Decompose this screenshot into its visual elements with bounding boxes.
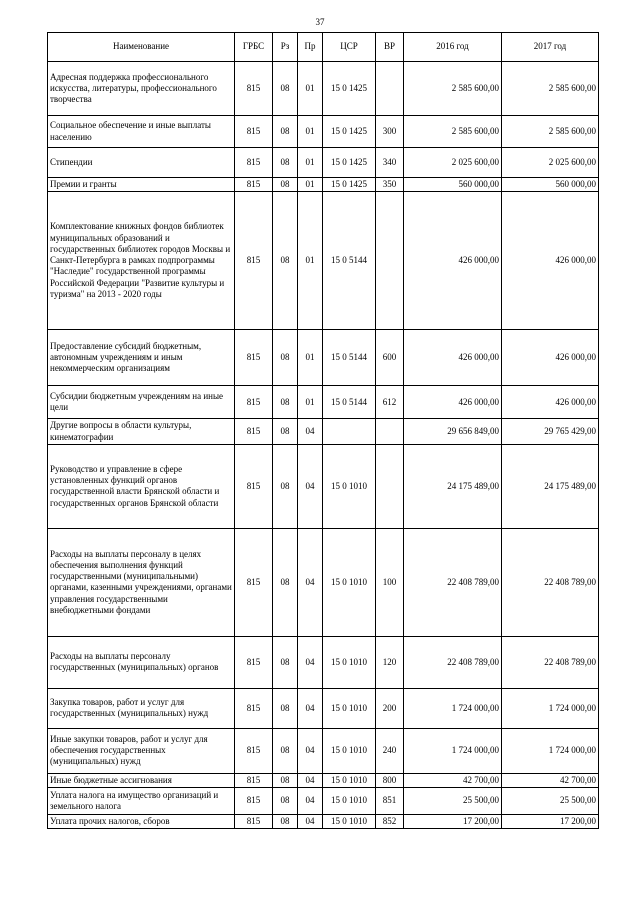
header-2017: 2017 год (502, 33, 599, 62)
row-grbs: 815 (235, 773, 273, 787)
row-2017: 2 025 600,00 (502, 148, 599, 178)
row-rz: 08 (273, 528, 298, 636)
header-2016: 2016 год (404, 33, 502, 62)
row-pr: 01 (298, 330, 323, 386)
row-2016: 42 700,00 (404, 773, 502, 787)
row-rz: 08 (273, 815, 298, 829)
row-2017: 426 000,00 (502, 386, 599, 419)
row-rz: 08 (273, 788, 298, 815)
row-pr: 04 (298, 444, 323, 528)
row-pr: 04 (298, 815, 323, 829)
row-vr: 340 (376, 148, 404, 178)
row-grbs: 815 (235, 815, 273, 829)
row-2016: 22 408 789,00 (404, 636, 502, 688)
header-row (48, 33, 599, 62)
row-2016: 1 724 000,00 (404, 688, 502, 728)
row-pr: 04 (298, 636, 323, 688)
row-rz: 08 (273, 330, 298, 386)
row-csr: 15 0 1010 (323, 444, 376, 528)
row-pr: 04 (298, 688, 323, 728)
row-pr: 01 (298, 62, 323, 116)
row-vr (376, 444, 404, 528)
row-2017: 560 000,00 (502, 178, 599, 192)
row-vr: 240 (376, 728, 404, 773)
row-grbs: 815 (235, 728, 273, 773)
row-csr: 15 0 1425 (323, 116, 376, 148)
table-row (48, 788, 599, 815)
row-name: Адресная поддержка профессионального искусства, литературы, профессионального творчества (48, 62, 235, 116)
row-csr: 15 0 1010 (323, 636, 376, 688)
row-2017: 25 500,00 (502, 788, 599, 815)
row-rz: 08 (273, 773, 298, 787)
row-2016: 24 175 489,00 (404, 444, 502, 528)
table-row (48, 688, 599, 728)
row-vr: 200 (376, 688, 404, 728)
row-2016: 426 000,00 (404, 386, 502, 419)
row-2017: 17 200,00 (502, 815, 599, 829)
row-2017: 22 408 789,00 (502, 636, 599, 688)
table-row (48, 192, 599, 330)
table-row (48, 62, 599, 116)
row-csr: 15 0 1425 (323, 148, 376, 178)
row-pr: 01 (298, 116, 323, 148)
row-2016: 25 500,00 (404, 788, 502, 815)
row-rz: 08 (273, 116, 298, 148)
row-name: Субсидии бюджетным учреждениям на иные цели (48, 386, 235, 419)
table-row (48, 528, 599, 636)
row-grbs: 815 (235, 419, 273, 445)
row-name: Уплата налога на имущество организаций и земельного налога (48, 788, 235, 815)
row-rz: 08 (273, 636, 298, 688)
row-grbs: 815 (235, 636, 273, 688)
row-pr: 04 (298, 528, 323, 636)
table-row (48, 148, 599, 178)
row-2017: 2 585 600,00 (502, 62, 599, 116)
table-row (48, 116, 599, 148)
row-2017: 1 724 000,00 (502, 728, 599, 773)
row-2016: 560 000,00 (404, 178, 502, 192)
row-2017: 2 585 600,00 (502, 116, 599, 148)
row-grbs: 815 (235, 688, 273, 728)
row-2016: 2 585 600,00 (404, 62, 502, 116)
row-2016: 17 200,00 (404, 815, 502, 829)
table-row (48, 636, 599, 688)
row-name: Расходы на выплаты персоналу в целях обеспечения выполнения функций государственными (муниципальными) органами, казенными учреждениями, органами управления государственными внебюджетными фондами (48, 528, 235, 636)
row-csr: 15 0 1010 (323, 815, 376, 829)
table-row (48, 815, 599, 829)
row-2016: 2 585 600,00 (404, 116, 502, 148)
row-name: Иные бюджетные ассигнования (48, 773, 235, 787)
row-rz: 08 (273, 192, 298, 330)
row-grbs: 815 (235, 528, 273, 636)
row-2017: 426 000,00 (502, 192, 599, 330)
row-name: Руководство и управление в сфере установленных функций органов государственной власти Брянской области и государственных органов Брянской области (48, 444, 235, 528)
row-name: Премии и гранты (48, 178, 235, 192)
row-vr: 800 (376, 773, 404, 787)
table-row (48, 444, 599, 528)
row-name: Иные закупки товаров, работ и услуг для обеспечения государственных (муниципальных) нужд (48, 728, 235, 773)
row-grbs: 815 (235, 192, 273, 330)
row-vr: 600 (376, 330, 404, 386)
row-name: Расходы на выплаты персоналу государственных (муниципальных) органов (48, 636, 235, 688)
row-vr: 852 (376, 815, 404, 829)
table-row (48, 178, 599, 192)
row-rz: 08 (273, 728, 298, 773)
row-2017: 1 724 000,00 (502, 688, 599, 728)
row-pr: 01 (298, 192, 323, 330)
row-grbs: 815 (235, 62, 273, 116)
row-grbs: 815 (235, 386, 273, 419)
row-2017: 42 700,00 (502, 773, 599, 787)
budget-table (47, 32, 599, 829)
row-rz: 08 (273, 62, 298, 116)
row-2017: 22 408 789,00 (502, 528, 599, 636)
row-2016: 426 000,00 (404, 192, 502, 330)
row-vr: 300 (376, 116, 404, 148)
row-rz: 08 (273, 178, 298, 192)
row-vr: 851 (376, 788, 404, 815)
row-vr (376, 192, 404, 330)
table-row (48, 330, 599, 386)
row-pr: 04 (298, 773, 323, 787)
table-row (48, 386, 599, 419)
row-grbs: 815 (235, 116, 273, 148)
row-name: Уплата прочих налогов, сборов (48, 815, 235, 829)
row-csr (323, 419, 376, 445)
page-number: 37 (315, 17, 325, 27)
row-csr: 15 0 1010 (323, 688, 376, 728)
header-vr: ВР (376, 33, 404, 62)
table-row (48, 728, 599, 773)
row-2017: 29 765 429,00 (502, 419, 599, 445)
row-vr: 350 (376, 178, 404, 192)
row-name: Другие вопросы в области культуры, кинематографии (48, 419, 235, 445)
header-grbs: ГРБС (235, 33, 273, 62)
row-csr: 15 0 5144 (323, 330, 376, 386)
row-name: Социальное обеспечение и иные выплаты населению (48, 116, 235, 148)
row-rz: 08 (273, 688, 298, 728)
header-name: Наименование (48, 33, 235, 62)
row-grbs: 815 (235, 178, 273, 192)
row-2017: 426 000,00 (502, 330, 599, 386)
table-row (48, 419, 599, 445)
row-pr: 04 (298, 419, 323, 445)
row-2016: 22 408 789,00 (404, 528, 502, 636)
row-csr: 15 0 1010 (323, 528, 376, 636)
row-rz: 08 (273, 444, 298, 528)
row-rz: 08 (273, 419, 298, 445)
row-pr: 01 (298, 178, 323, 192)
row-2016: 29 656 849,00 (404, 419, 502, 445)
row-vr: 120 (376, 636, 404, 688)
row-name: Комплектование книжных фондов библиотек муниципальных образований и государственных библиотек городов Москвы и Санкт-Петербурга в рамках подпрограммы "Наследие" государственной программы Российской Федерации "Развитие культуры и туризма" на 2013 - 2020 годы (48, 192, 235, 330)
row-2016: 2 025 600,00 (404, 148, 502, 178)
row-grbs: 815 (235, 444, 273, 528)
header-csr: ЦСР (323, 33, 376, 62)
row-pr: 04 (298, 788, 323, 815)
row-name: Закупка товаров, работ и услуг для государственных (муниципальных) нужд (48, 688, 235, 728)
row-rz: 08 (273, 148, 298, 178)
row-vr (376, 419, 404, 445)
row-csr: 15 0 1425 (323, 62, 376, 116)
row-2016: 426 000,00 (404, 330, 502, 386)
row-csr: 15 0 5144 (323, 386, 376, 419)
row-vr: 100 (376, 528, 404, 636)
row-name: Предоставление субсидий бюджетным, автономным учреждениям и иным некоммерческим организациям (48, 330, 235, 386)
row-grbs: 815 (235, 788, 273, 815)
row-grbs: 815 (235, 148, 273, 178)
row-csr: 15 0 5144 (323, 192, 376, 330)
row-csr: 15 0 1010 (323, 728, 376, 773)
header-rz: Рз (273, 33, 298, 62)
row-csr: 15 0 1010 (323, 788, 376, 815)
row-pr: 01 (298, 386, 323, 419)
row-rz: 08 (273, 386, 298, 419)
row-2017: 24 175 489,00 (502, 444, 599, 528)
row-vr (376, 62, 404, 116)
row-vr: 612 (376, 386, 404, 419)
row-csr: 15 0 1425 (323, 178, 376, 192)
row-grbs: 815 (235, 330, 273, 386)
row-name: Стипендии (48, 148, 235, 178)
header-pr: Пр (298, 33, 323, 62)
row-2016: 1 724 000,00 (404, 728, 502, 773)
row-pr: 04 (298, 728, 323, 773)
row-csr: 15 0 1010 (323, 773, 376, 787)
table-row (48, 773, 599, 787)
row-pr: 01 (298, 148, 323, 178)
